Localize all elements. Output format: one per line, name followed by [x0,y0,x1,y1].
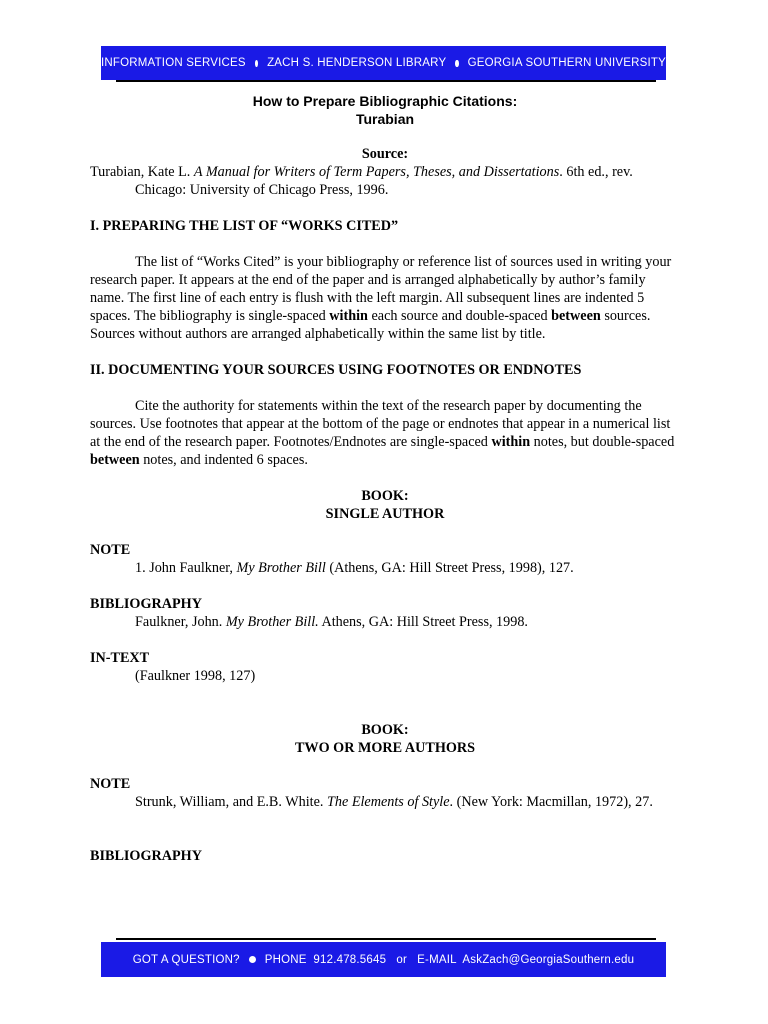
bib-publication: Athens, GA: Hill Street Press, 1998. [318,614,528,630]
section2-heading: II. DOCUMENTING YOUR SOURCES USING FOOTNOTES OR ENDNOTES [90,362,582,378]
note-title: My Brother Bill [236,560,326,576]
section1-heading: I. PREPARING THE LIST OF “WORKS CITED” [90,218,399,234]
note-example-multi [90,793,680,811]
section1-text-c: sources. Sources without authors are arranged alphabetically within the same list by title. [90,308,651,342]
footer-contact: PHONE 912.478.5645 or E-MAIL AskZach@GeorgiaSouthern.edu [264,953,635,966]
section1-within: within [329,308,368,324]
note-label-multi: NOTE [90,776,131,792]
document-body [90,92,680,865]
header-banner [101,46,666,80]
source-heading: Source: [361,146,409,162]
note-publication: (Athens, GA: Hill Street Press, 1998), 127. [325,560,574,576]
book-single-subheading: SINGLE AUTHOR [325,506,445,522]
note-multi-publication: . (New York: Macmillan, 1972), 27. [449,794,653,810]
bullet-icon [255,60,258,67]
bullet-icon [249,956,256,963]
bibliography-label: BIBLIOGRAPHY [90,596,202,612]
section2-text-a: Cite the authority for statements within the text of the research paper by documenting the sources. Use footnotes that appear at the bottom of the page or endnotes that appear in a numerical list at the end of the research paper. Footnotes/Endnotes are single-spaced [90,398,671,450]
bullet-icon [455,60,458,67]
section2-within: within [491,434,531,450]
section2-between: between [90,452,140,468]
footer-question: GOT A QUESTION? [132,953,240,966]
banner-text-university: GEORGIA SOUTHERN UNIVERSITY [467,57,666,69]
section2-text-b: notes, but double-spaced [530,434,675,450]
book-single-heading: BOOK: [361,488,409,504]
header-rule [116,80,656,82]
book-multi-subheading: TWO OR MORE AUTHORS [294,740,476,756]
section2-paragraph [90,397,680,469]
note-example [90,559,680,577]
source-author: Turabian, Kate L. [90,164,194,180]
page-subtitle: Turabian [355,111,415,127]
section2-text-c: notes, and indented 6 spaces. [139,452,308,468]
section1-text-a: The list of “Works Cited” is your bibliography or reference list of sources used in writing your research paper. It appears at the end of the paper and is arranged alphabetically by author’s family name. The first line of each entry is flush with the left margin. All subsequent lines are indented 5 spaces. The bibliography is single-spaced [90,254,672,324]
banner-text-information-services: INFORMATION SERVICES [101,57,246,69]
note-label: NOTE [90,542,131,558]
footer-banner [101,942,666,977]
in-text-label: IN-TEXT [90,650,150,666]
source-book-title: A Manual for Writers of Term Papers, Theses, and Dissertations [193,164,560,180]
bibliography-example [90,613,680,631]
section1-paragraph [90,253,680,343]
in-text-example: (Faulkner 1998, 127) [135,668,256,684]
banner-text-library: ZACH S. HENDERSON LIBRARY [267,57,447,69]
page-title: How to Prepare Bibliographic Citations: [252,93,518,109]
note-multi-authors: Strunk, William, and E.B. White. [135,794,327,810]
source-citation [90,163,680,199]
note-multi-title: The Elements of Style [327,794,450,810]
section1-text-b: each source and double-spaced [367,308,552,324]
bibliography-label-multi: BIBLIOGRAPHY [90,848,202,864]
book-multi-heading: BOOK: [361,722,409,738]
footer-rule [116,938,656,940]
note-author: 1. John Faulkner, [135,560,237,576]
section1-between: between [551,308,601,324]
source-publication: . 6th ed., rev. Chicago: University of Chicago Press, 1996. [135,164,633,198]
bib-author: Faulkner, John. [135,614,226,630]
bib-title: My Brother Bill. [225,614,319,630]
